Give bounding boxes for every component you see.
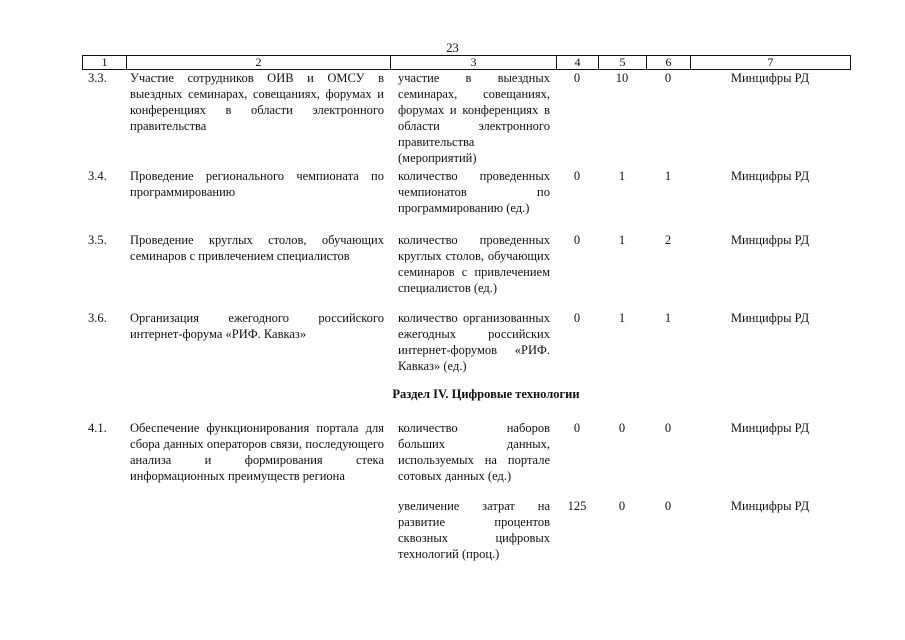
table-row [82, 420, 850, 498]
value-col5: 1 [618, 311, 626, 325]
column-header-7: 7 [691, 56, 851, 70]
value-col4: 0 [573, 169, 581, 183]
column-header-5: 5 [599, 56, 647, 70]
indicator-cell: количество наборов больших данных, используемых на портале сотовых данных (ед.) [398, 421, 550, 483]
value-col4: 0 [573, 421, 581, 435]
indicator-cell: увеличение затрат на развитие процентов сквозных цифровых технологий (проц.) [398, 499, 550, 561]
indicator-cell: количество проведенных чемпионатов по программированию (ед.) [398, 169, 550, 215]
table-row [82, 168, 850, 232]
indicator-cell: количество проведенных круглых столов, обучающих семинаров с привлечением специалистов (ед.) [398, 233, 550, 295]
responsible-cell: Минцифры РД [730, 71, 810, 85]
row-number: 3.3. [88, 71, 107, 85]
value-col5: 0 [618, 499, 626, 513]
row-number: 3.6. [88, 311, 107, 325]
row-number: 4.1. [88, 421, 107, 435]
value-col4: 0 [573, 233, 581, 247]
value-col6: 1 [664, 311, 672, 325]
activity-cell: Проведение круглых столов, обучающих семинаров с привлечением специалистов [130, 233, 384, 263]
value-col6: 0 [664, 499, 672, 513]
table-row [82, 498, 850, 568]
responsible-cell: Минцифры РД [730, 311, 810, 325]
value-col4: 0 [573, 311, 581, 325]
activity-cell: Проведение регионального чемпионата по программированию [130, 169, 384, 199]
table-row [82, 70, 850, 168]
column-header-1: 1 [83, 56, 127, 70]
table-row [82, 232, 850, 310]
column-header-row [82, 55, 851, 70]
responsible-cell: Минцифры РД [730, 169, 810, 183]
value-col6: 0 [664, 71, 672, 85]
section-title: Раздел IV. Цифровые технологии [392, 387, 580, 401]
column-header-6: 6 [647, 56, 691, 70]
value-col6: 2 [664, 233, 672, 247]
row-number: 3.4. [88, 169, 107, 183]
value-col5: 10 [615, 71, 629, 85]
responsible-cell: Минцифры РД [730, 499, 810, 513]
value-col4: 0 [573, 71, 581, 85]
activity-cell: Участие сотрудников ОИВ и ОМСУ в выездных семинарах, совещаниях, форумах и конференциях в области электронного правительства [130, 71, 384, 133]
activity-cell: Обеспечение функционирования портала для сбора данных операторов связи, последующего анализа и формирования стека информационных преимуществ региона [130, 421, 384, 483]
responsible-cell: Минцифры РД [730, 233, 810, 247]
column-header-4: 4 [557, 56, 599, 70]
indicator-cell: количество организованных ежегодных российских интернет-форумов «РИФ. Кавказ» (ед.) [398, 311, 550, 373]
value-col6: 0 [664, 421, 672, 435]
row-number: 3.5. [88, 233, 107, 247]
table-row [82, 310, 850, 386]
indicator-cell: участие в выездных семинарах, совещаниях, форумах и конференциях в области электронного правительства (мероприятий) [398, 71, 550, 165]
responsible-cell: Минцифры РД [730, 421, 810, 435]
column-header-2: 2 [127, 56, 391, 70]
value-col5: 1 [618, 169, 626, 183]
value-col6: 1 [664, 169, 672, 183]
column-header-3: 3 [391, 56, 557, 70]
table-body [82, 70, 850, 568]
value-col4: 125 [567, 499, 587, 513]
value-col5: 0 [618, 421, 626, 435]
activity-cell: Организация ежегодного российского интернет-форума «РИФ. Кавказ» [130, 311, 384, 341]
page-number: 23 [446, 41, 459, 55]
value-col5: 1 [618, 233, 626, 247]
